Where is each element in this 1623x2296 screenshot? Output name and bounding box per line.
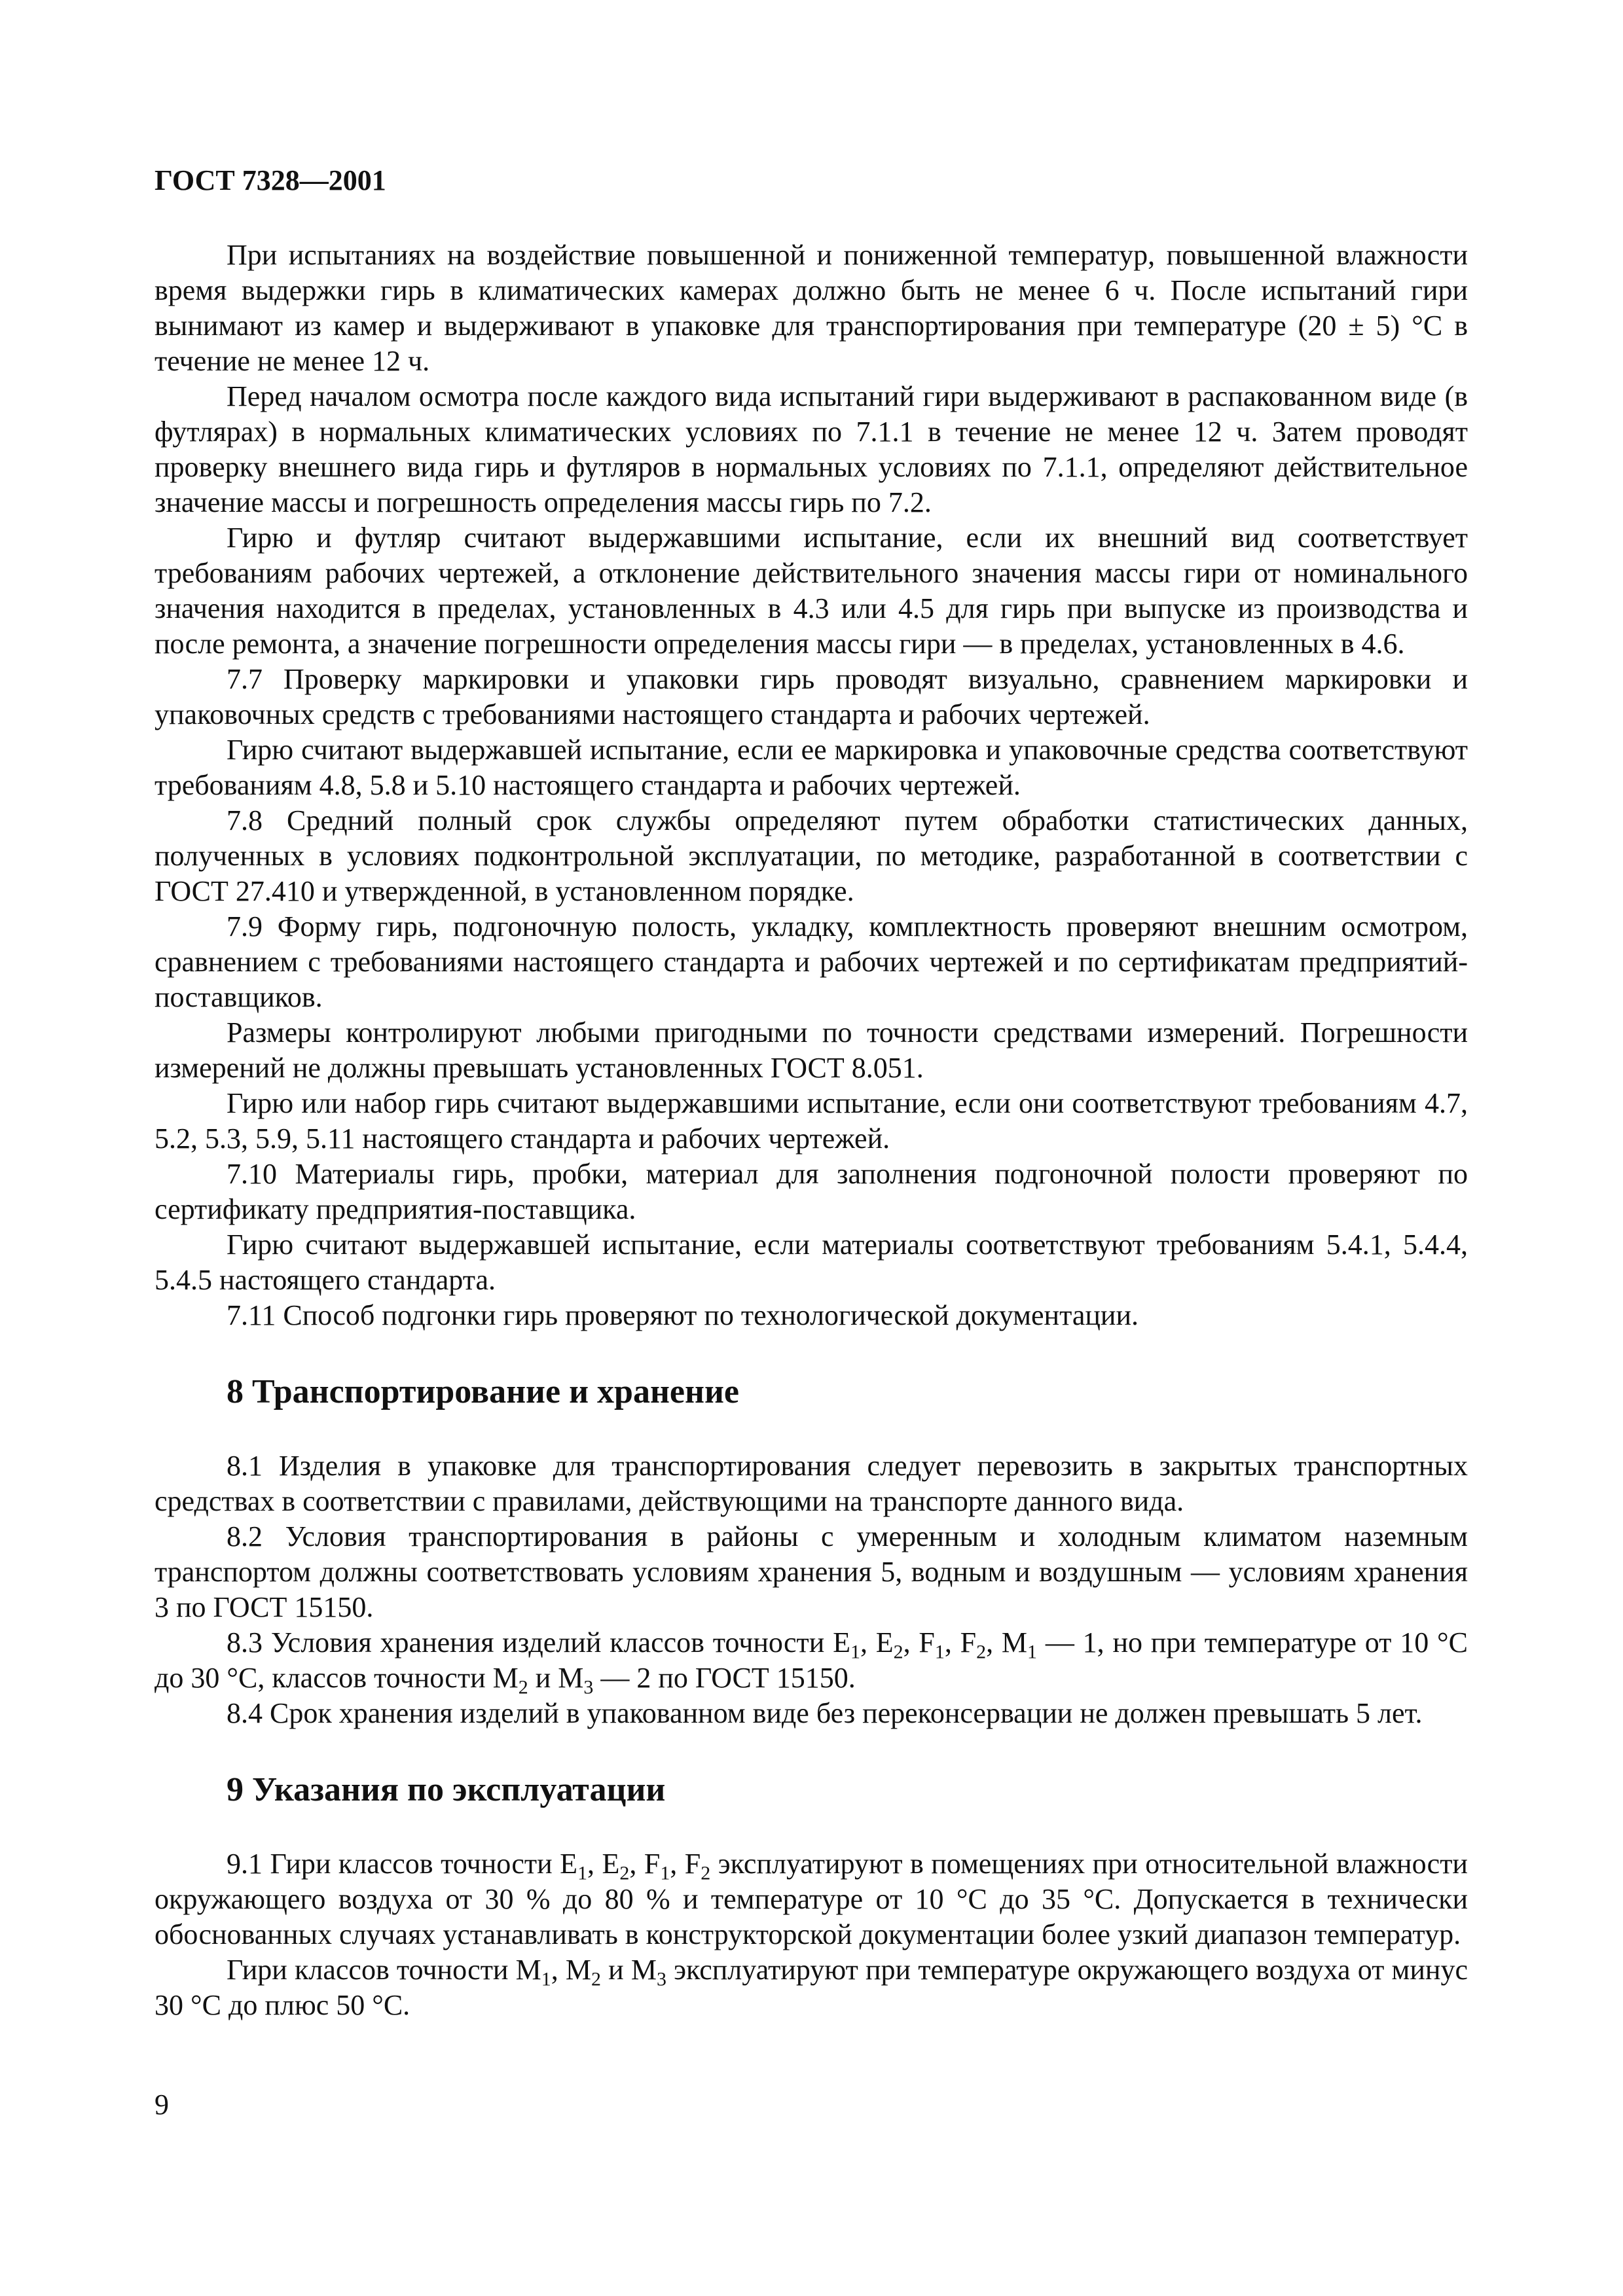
- paragraph: Гирю или набор гирь считают выдержавшими испытание, если они соответствуют требованиям 4.7, 5.2, 5.3, 5.9, 5.11 настоящего стандарта и рабочих чертежей.: [155, 1087, 1468, 1155]
- paragraph-7-10: 7.10 Материалы гирь, пробки, материал для заполнения подгоночной полости проверяют по сертификату предприятия-поставщика.: [155, 1158, 1468, 1225]
- paragraph: Гири классов точности $М_1$, $М_2$ и $М_3$ эксплуатируют при температуре окружающего воздуха от минус 30 °С до плюс 50 °С.: [155, 1954, 1468, 2021]
- paragraph-7-9: 7.9 Форму гирь, подгоночную полость, укладку, комплектность проверяют внешним осмотром, сравнением с требованиями настоящего стандарта и рабочих чертежей и по сертификатам предприятий-поставщиков.: [155, 910, 1468, 1013]
- paragraph-8-2: 8.2 Условия транспортирования в районы с умеренным и холодным климатом наземным транспортом должны соответствовать условиям хранения 5, водным и воздушным — условиям хранения 3 по ГОСТ 15150.: [155, 1520, 1468, 1623]
- section-8-heading: 8 Транспортирование и хранение: [227, 1373, 739, 1410]
- paragraph-7-11: 7.11 Способ подгонки гирь проверяют по технологической документации.: [227, 1299, 1139, 1331]
- paragraph: Гирю и футляр считают выдержавшими испытание, если их внешний вид соответствует требованиям рабочих чертежей, а отклонение действительного значения массы гири от номинального значения находится в пределах, установленных в 4.3 или 4.5 для гирь при выпуске из производства и после ремонта, а значение погрешности определения массы гири — в пределах, установленных в 4.6.: [155, 522, 1468, 660]
- paragraph-8-4: 8.4 Срок хранения изделий в упакованном виде без переконсервации не должен превышать 5 лет.: [227, 1697, 1423, 1729]
- paragraph: При испытаниях на воздействие повышенной и пониженной температур, повышенной влажности время выдержки гирь в климатических камерах должно быть не менее 6 ч. После испытаний гири вынимают из камер и выдерживают в упаковке для транспортирования при температуре (20 ± 5) °С в течение не менее 12 ч.: [155, 239, 1468, 377]
- paragraph-8-3: 8.3 Условия хранения изделий классов точности $Е_1$, $Е_2$, $F_1$, $F_2$, $M_1$ — 1, но при температуре от 10 °С до 30 °С, классов точности $М_2$ и $М_3$ — 2 по ГОСТ 15150.: [155, 1626, 1468, 1698]
- paragraph-9-1: 9.1 Гири классов точности $Е_1$, $Е_2$, $F_1$, $F_2$ эксплуатируют в помещениях при относительной влажности окружающего воздуха от 30 % до 80 % и температуре от 10 °С до 35 °С. Допускается в технически обоснованных случаях устанавливать в конструкторской документации более узкий диапазон температур.: [155, 1848, 1468, 1950]
- paragraph-7-8: 7.8 Средний полный срок службы определяют путем обработки статистических данных, полученных в условиях подконтрольной эксплуатации, по методике, разработанной в соответствии с ГОСТ 27.410 и утвержденной, в установленном порядке.: [155, 804, 1468, 907]
- document-body: [155, 238, 1468, 2023]
- section-9-heading: 9 Указания по эксплуатации: [227, 1771, 666, 1808]
- paragraph: Перед началом осмотра после каждого вида испытаний гири выдерживают в распакованном виде (в футлярах) в нормальных климатических условиях по 7.1.1 в течение не менее 12 ч. Затем проводят проверку внешнего вида гирь и футляров в нормальных условиях по 7.1.1, определяют действительное значение массы и погрешность определения массы гирь по 7.2.: [155, 380, 1468, 518]
- paragraph-8-1: 8.1 Изделия в упаковке для транспортирования следует перевозить в закрытых транспортных средствах в соответствии с правилами, действующими на транспорте данного вида.: [155, 1450, 1468, 1517]
- paragraph: Размеры контролируют любыми пригодными по точности средствами измерений. Погрешности измерений не должны превышать установленных ГОСТ 8.051.: [155, 1016, 1468, 1084]
- page-number: 9: [155, 2089, 169, 2121]
- document-header: ГОСТ 7328—2001: [155, 164, 386, 196]
- paragraph-7-7: 7.7 Проверку маркировки и упаковки гирь проводят визуально, сравнением маркировки и упаковочных средств с требованиями настоящего стандарта и рабочих чертежей.: [155, 663, 1468, 730]
- paragraph: Гирю считают выдержавшей испытание, если материалы соответствуют требованиям 5.4.1, 5.4.4, 5.4.5 настоящего стандарта.: [155, 1229, 1468, 1296]
- paragraph: Гирю считают выдержавшей испытание, если ее маркировка и упаковочные средства соответствуют требованиям 4.8, 5.8 и 5.10 настоящего стандарта и рабочих чертежей.: [155, 734, 1468, 801]
